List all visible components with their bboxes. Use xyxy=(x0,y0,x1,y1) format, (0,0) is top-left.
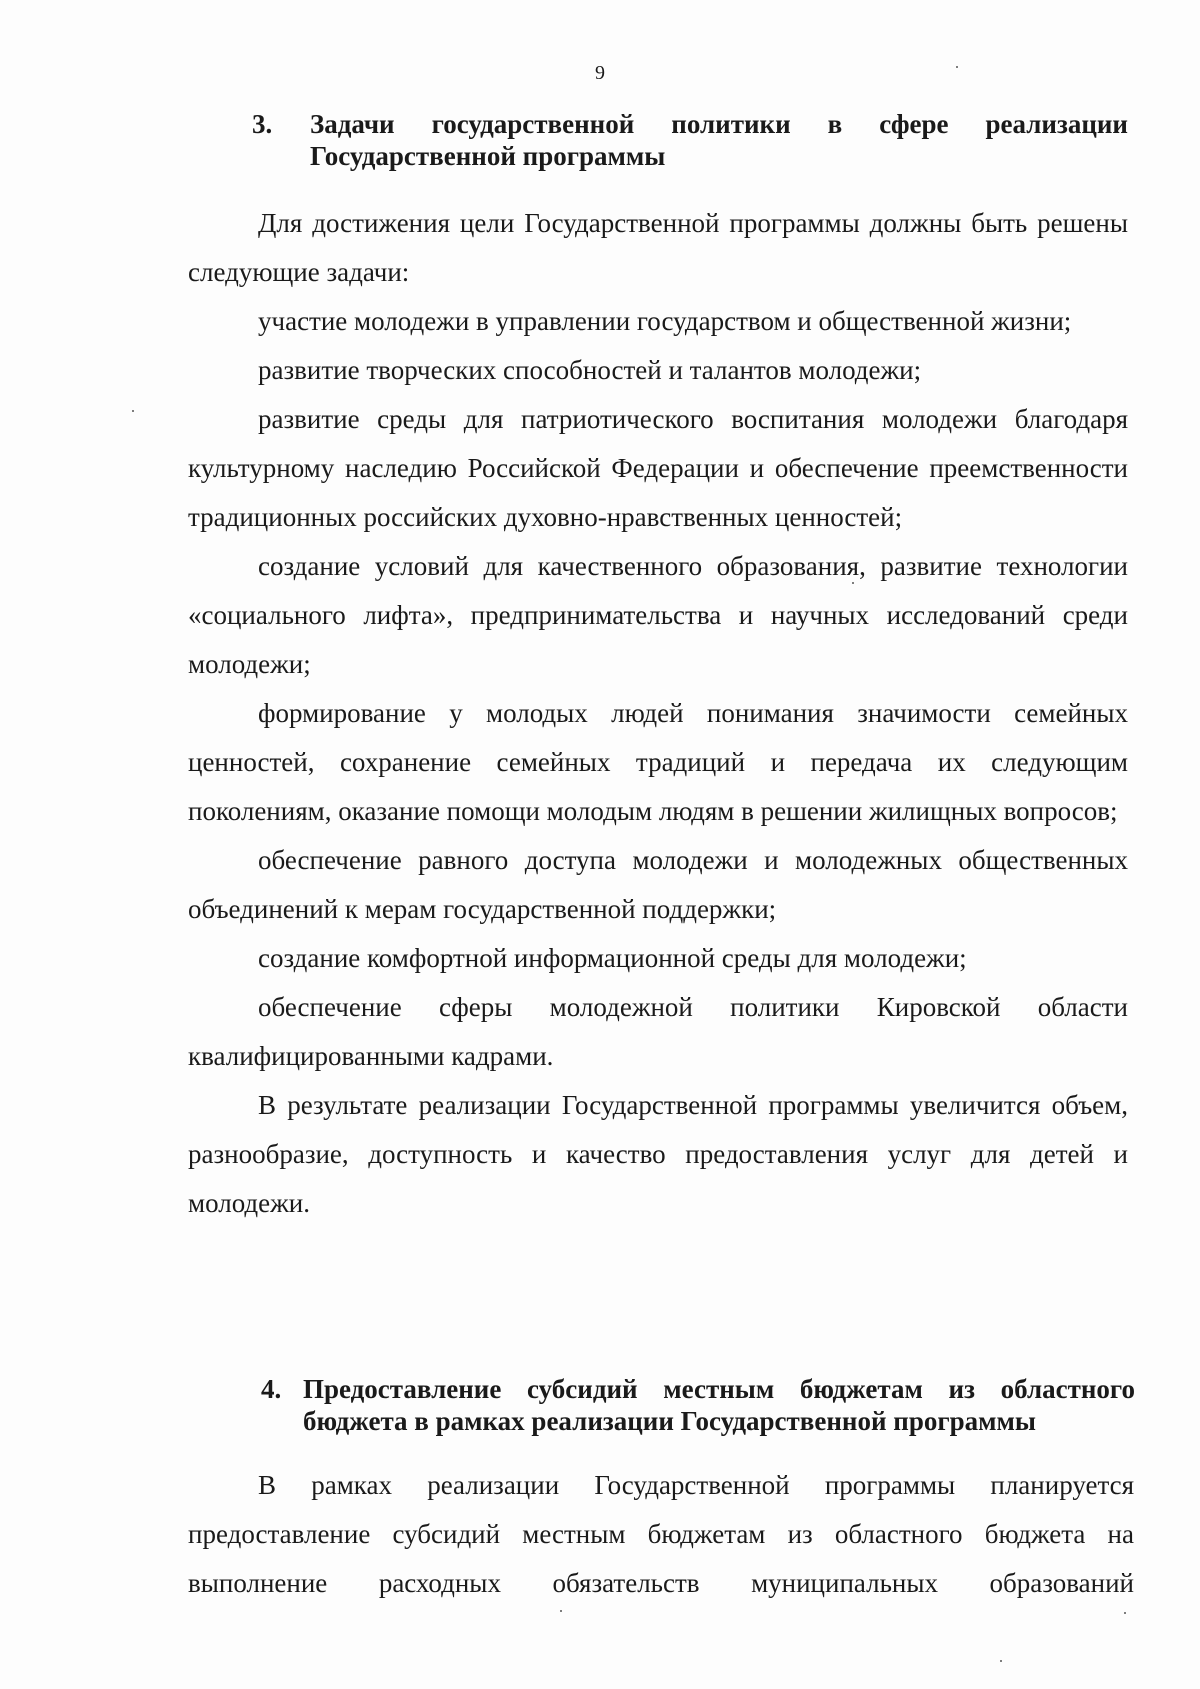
section-3-title-line-1: Задачи государственной политики в сфере реализации xyxy=(310,109,1128,139)
section-4-body xyxy=(188,1461,1134,1608)
scan-speck xyxy=(560,1610,562,1612)
task-item: формирование у молодых людей понимания значимости семейных ценностей, сохранение семейных традиций и передача их следующим поколениям, оказание помощи молодым людям в решении жилищных вопросов; xyxy=(188,698,1128,826)
scan-speck xyxy=(852,582,854,584)
section-3-number: 3. xyxy=(252,109,273,139)
section-4-title-line-1: Предоставление субсидий местным бюджетам из областного xyxy=(303,1374,1135,1404)
task-item: создание комфортной информационной среды для молодежи; xyxy=(258,943,967,973)
task-item: развитие творческих способностей и талантов молодежи; xyxy=(258,355,922,385)
paragraph: В результате реализации Государственной программы увеличится объем, разнообразие, доступность и качество предоставления услуг для детей и молодежи. xyxy=(188,1090,1128,1218)
task-item: обеспечение сферы молодежной политики Кировской области квалифицированными кадрами. xyxy=(188,992,1128,1071)
scan-speck xyxy=(1124,1612,1126,1614)
scan-speck xyxy=(956,66,958,68)
task-item: создание условий для качественного образования, развитие технологии «социального лифта», предпринимательства и научных исследований среди молодежи; xyxy=(188,551,1128,679)
section-3-body xyxy=(188,199,1128,1228)
paragraph: Для достижения цели Государственной программы должны быть решены следующие задачи: xyxy=(188,208,1128,287)
scan-speck xyxy=(1000,1660,1002,1662)
task-item: обеспечение равного доступа молодежи и молодежных общественных объединений к мерам государственной поддержки; xyxy=(188,845,1128,924)
section-4-number: 4. xyxy=(261,1374,282,1404)
scan-speck xyxy=(132,410,134,412)
task-item: участие молодежи в управлении государством и общественной жизни; xyxy=(258,306,1072,336)
section-3-title-line-2: Государственной программы xyxy=(310,141,666,171)
task-item: развитие среды для патриотического воспитания молодежи благодаря культурному наследию Российской Федерации и обеспечение преемственности традиционных российских духовно-нравственных ценностей; xyxy=(188,404,1128,532)
section-4-heading xyxy=(261,1373,1135,1437)
section-3-heading xyxy=(252,108,1128,172)
paragraph: В рамках реализации Государственной программы планируется предоставление субсидий местным бюджетам из областного бюджета на выполнение расходных обязательств муниципальных образований xyxy=(188,1470,1134,1598)
page-number: 9 xyxy=(595,62,605,84)
section-4-title-line-2: бюджета в рамках реализации Государственной программы xyxy=(303,1406,1036,1436)
